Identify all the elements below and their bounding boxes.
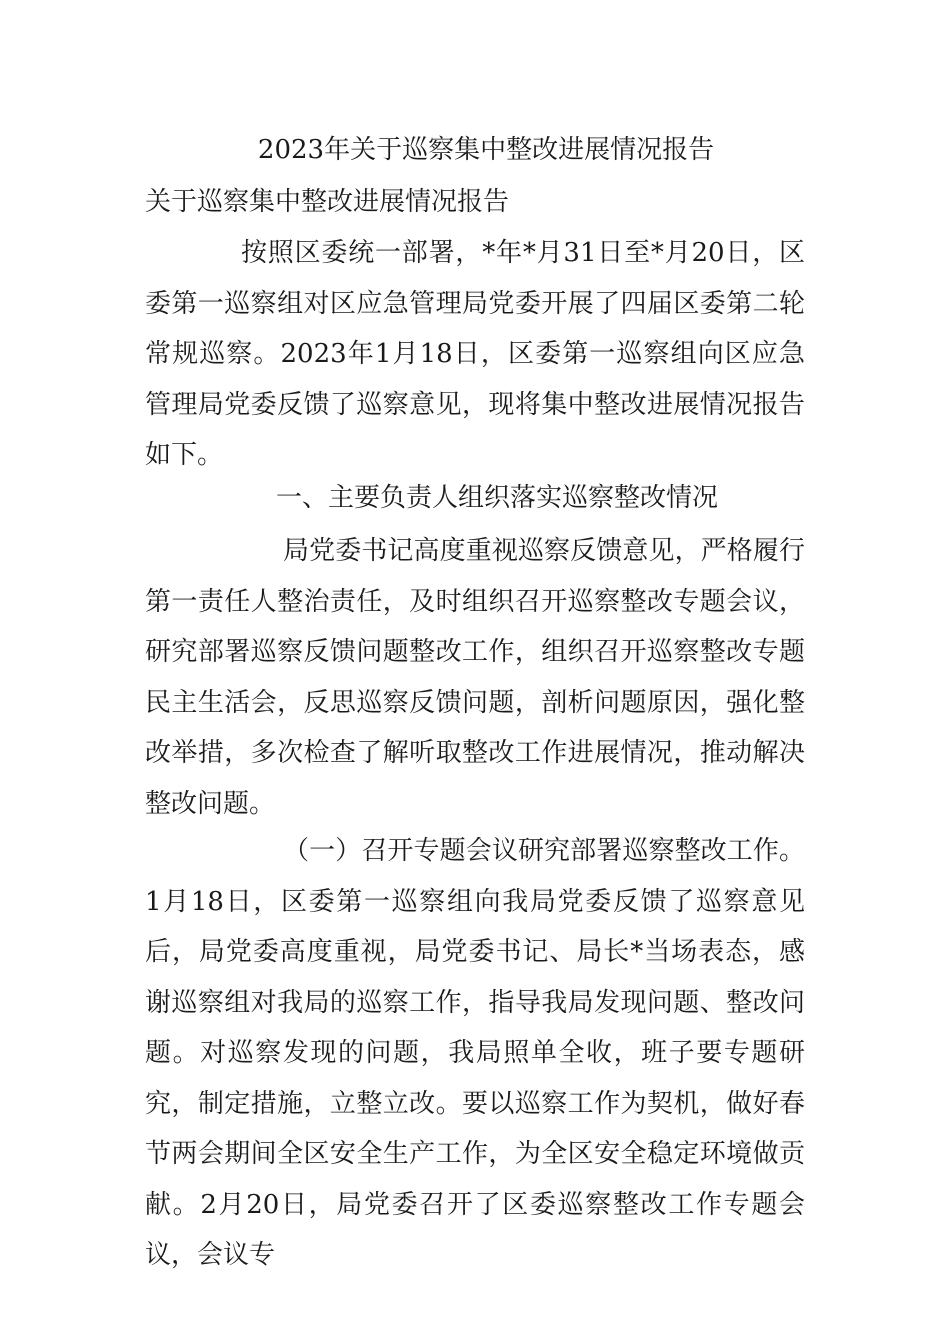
paragraph-responsibility: 局党委书记高度重视巡察反馈意见，严格履行第一责任人整治责任，及时组织召开巡察整改专题会议，研究部署巡察反馈问题整改工作，组织召开巡察整改专题民主生活会，反思巡察反馈问题，剖析问题原因，强化整改举措，多次检查了解听取整改工作进展情况，推动解决整改问题。 [145, 536, 805, 819]
section-heading: 一、主要负责人组织落实巡察整改情况 [275, 483, 718, 513]
paragraph-intro: 按照区委统一部署，*年*月31日至*月20日，区委第一巡察组对区应急管理局党委开展了四届区委第二轮常规巡察。2023年1月18日，区委第一巡察组向区应急管理局党委反馈了巡察意见，现将集中整改进展情况报告如下。 [145, 238, 805, 470]
document-subtitle: 关于巡察集中整改进展情况报告 [145, 187, 510, 217]
paragraph-meeting: （一）召开专题会议研究部署巡察整改工作。1月18日，区委第一巡察组向我局党委反馈了巡察意见后，局党委高度重视，局党委书记、局长*当场表态，感谢巡察组对我局的巡察工作，指导我局发现问题、整改问题。对巡察发现的问题，我局照单全收，班子要专题研究，制定措施，立整立改。要以巡察工作为契机，做好春节两会期间全区安全生产工作，为全区安全稳定环境做贡献。2月20日，局党委召开了区委巡察整改工作专题会议，会议专 [145, 836, 805, 1270]
document-title: 2023年关于巡察集中整改进展情况报告 [257, 135, 715, 165]
